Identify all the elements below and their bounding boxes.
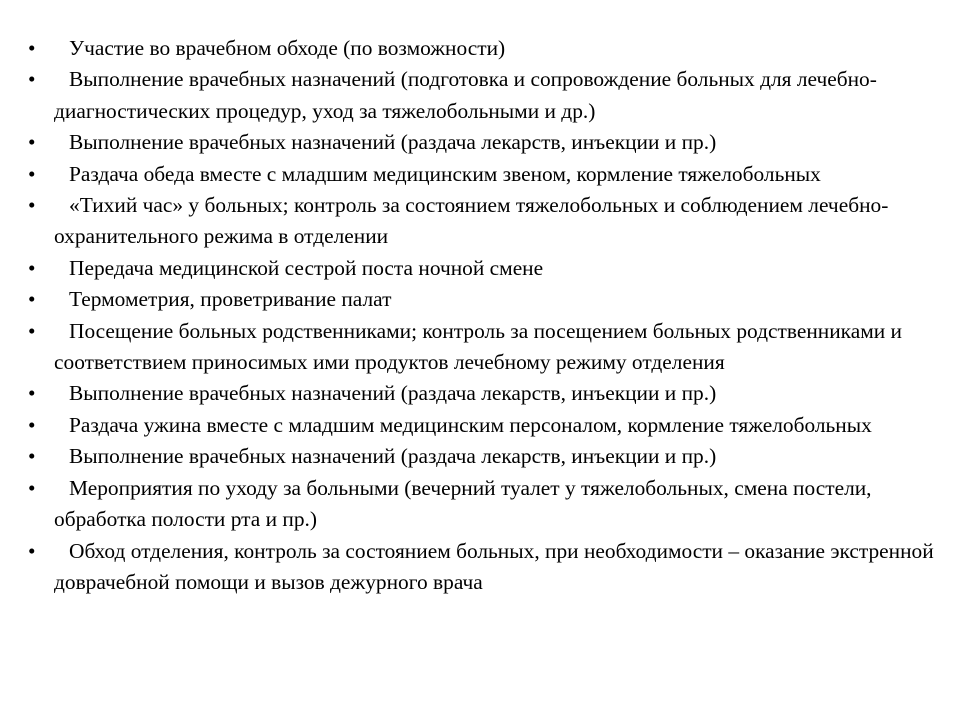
list-item-text: Выполнение врачебных назначений (раздача лекарств, инъекции и пр.) bbox=[69, 381, 717, 406]
bullet-icon: • bbox=[28, 36, 36, 60]
list-item-text: Передача медицинской сестрой поста ночной смене bbox=[69, 255, 544, 280]
list-item bbox=[24, 127, 939, 158]
list-item-text: Раздача обеда вместе с младшим медицинским звеном, кормление тяжелобольных bbox=[69, 161, 821, 186]
list-item-text: Раздача ужина вместе с младшим медицинским персоналом, кормление тяжелобольных bbox=[69, 412, 872, 437]
list-item bbox=[24, 441, 939, 472]
list-item-text: Термометрия, проветривание палат bbox=[69, 287, 392, 312]
list-item-text: Выполнение врачебных назначений (раздача лекарств, инъекции и пр.) bbox=[69, 130, 717, 155]
bullet-icon: • bbox=[28, 475, 36, 500]
bullet-icon: • bbox=[28, 130, 36, 155]
list-item bbox=[24, 284, 939, 315]
list-item bbox=[24, 378, 939, 409]
list-item bbox=[24, 159, 939, 190]
list-item bbox=[24, 316, 939, 379]
bullet-icon: • bbox=[28, 538, 36, 563]
list-item-text: Обход отделения, контроль за состоянием больных, при необходимости – оказание экстренной доврачебной помощи и вызов дежурного врача bbox=[54, 538, 934, 594]
list-item bbox=[24, 190, 939, 253]
list-item bbox=[24, 64, 939, 127]
bullet-icon: • bbox=[28, 161, 36, 186]
bullet-icon: • bbox=[28, 255, 36, 280]
list-item-text: Посещение больных родственниками; контроль за посещением больных родственниками и соответствием приносимых ими продуктов лечебному режиму отделения bbox=[54, 318, 903, 375]
bullet-icon: • bbox=[28, 318, 36, 343]
list-item bbox=[24, 473, 939, 536]
bullet-list bbox=[24, 33, 939, 598]
bullet-icon: • bbox=[28, 287, 36, 312]
list-item-text: Участие во врачебном обходе (по возможности) bbox=[69, 36, 506, 60]
list-item bbox=[24, 33, 939, 64]
list-item bbox=[24, 253, 939, 284]
list-item bbox=[24, 410, 939, 441]
bullet-icon: • bbox=[28, 444, 36, 469]
bullet-icon: • bbox=[28, 67, 36, 92]
bullet-icon: • bbox=[28, 193, 36, 218]
list-item bbox=[24, 536, 939, 599]
list-item-text: «Тихий час» у больных; контроль за состоянием тяжелобольных и соблюдением лечебно-охранительного режима в отделении bbox=[54, 193, 889, 249]
bullet-icon: • bbox=[28, 412, 36, 437]
list-item-text: Выполнение врачебных назначений (раздача лекарств, инъекции и пр.) bbox=[69, 444, 717, 469]
bullet-icon: • bbox=[28, 381, 36, 406]
list-item-text: Мероприятия по уходу за больными (вечерний туалет у тяжелобольных, смена постели, обработка полости рта и пр.) bbox=[54, 475, 872, 532]
list-item-text: Выполнение врачебных назначений (подготовка и сопровождение больных для лечебно-диагностических процедур, уход за тяжелобольными и др.) bbox=[54, 67, 877, 123]
